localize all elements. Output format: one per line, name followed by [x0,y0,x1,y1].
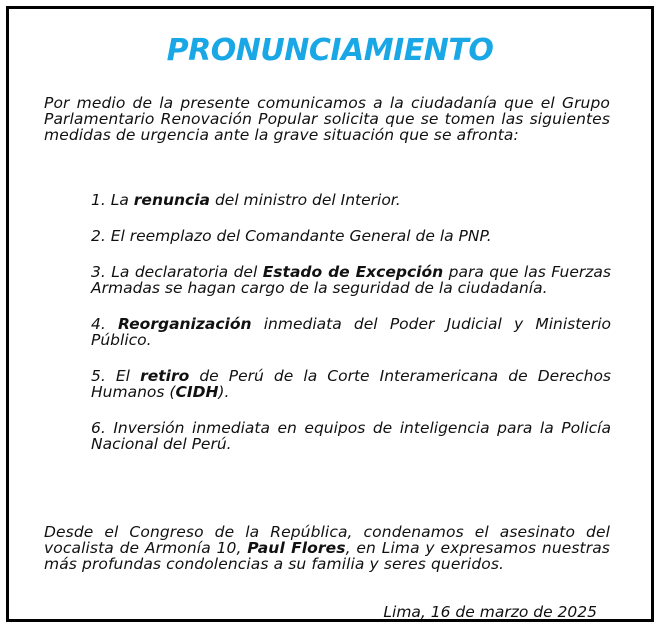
intro-paragraph: Por medio de la presente comunicamos a la ciudadanía que el Grupo Parlamentario Renovación Popular solicita que se tomen las siguientes medidas de urgencia ante la grave situación que se afronta: [44,94,610,144]
item-bold-5: retiro [140,367,190,385]
item-bold-1: renuncia [133,191,211,209]
item-text-4a: 4. [91,315,118,333]
closing-text-b: , en Lima y expresamos nuestras más profundas condolencias a su familia y seres queridos. [44,539,610,573]
document-title: PRONUNCIAMIENTO [166,33,494,68]
item-text-3a: 3. La declaratoria del [91,263,263,281]
demands-list [91,192,611,472]
item-text-5c: ). [218,383,230,401]
closing-bold-name: Paul Flores [247,539,346,557]
item-bold-4: Reorganización [118,315,252,333]
item-text-5a: 5. El [91,367,141,385]
list-item [91,192,611,208]
document-frame [6,6,654,622]
closing-text-a: Desde el Congreso de la República, condenamos el asesinato del vocalista de Armonía 10, [44,523,610,557]
item-text-4b: inmediata del Poder Judicial y Ministerio Público. [91,315,612,349]
item-text-1a: 1. La [91,191,134,209]
item-text-3b: para que las Fuerzas Armadas se hagan cargo de la seguridad de la ciudadanía. [91,263,611,297]
item-bold-3: Estado de Excepción [262,263,444,281]
item-bold-5b: CIDH [175,383,219,401]
item-text-6: 6. Inversión inmediata en equipos de inteligencia para la Policía Nacional del Perú. [91,419,611,453]
item-text-2: 2. El reemplazo del Comandante General de la PNP. [91,227,492,245]
item-text-5b: de Perú de la Corte Interamericana de Derechos Humanos ( [91,367,611,401]
list-item [91,420,611,452]
date-line: Lima, 16 de marzo de 2025 [383,603,597,621]
list-item [91,368,611,400]
list-item [91,228,611,244]
closing-paragraph [44,524,610,572]
item-text-1b: del ministro del Interior. [210,191,401,209]
list-item [91,264,611,296]
list-item [91,316,611,348]
